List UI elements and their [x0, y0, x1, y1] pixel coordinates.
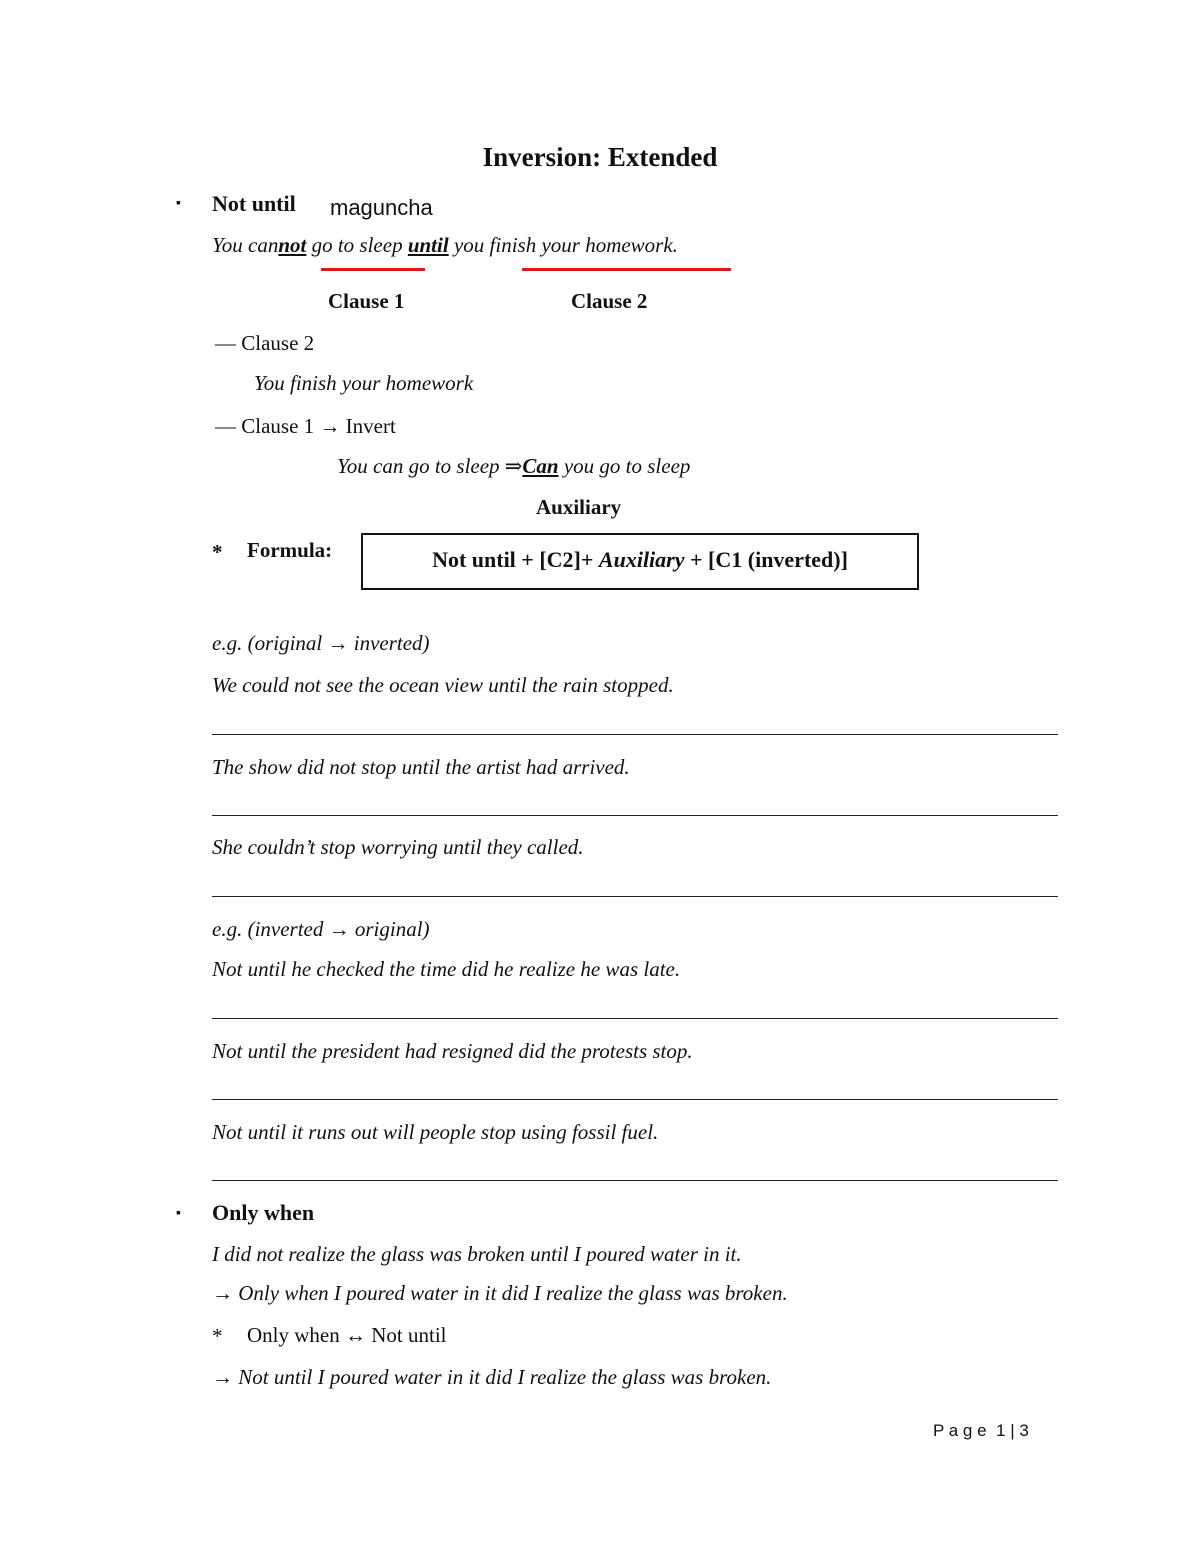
exercise-item: Not until he checked the time did he realize he was late.: [212, 957, 681, 981]
answer-line[interactable]: [212, 1180, 1058, 1181]
answer-line[interactable]: [212, 896, 1058, 897]
page-title: Inversion: Extended: [482, 142, 718, 172]
answer-line[interactable]: [212, 734, 1058, 735]
asterisk-marker: *: [212, 1324, 223, 1348]
example-part: You can: [212, 233, 279, 257]
not-until-result: → Not until I poured water in it did I realize the glass was broken.: [212, 1365, 772, 1389]
step-clause1-example: [337, 454, 690, 479]
clause2-underline: [522, 268, 731, 271]
auxiliary-can: Can: [522, 454, 559, 478]
exercise-item: She couldn’t stop worrying until they called.: [212, 835, 584, 859]
example-part: you finish your homework.: [448, 233, 678, 257]
formula-auxiliary: Auxiliary: [598, 547, 685, 572]
inversion-before: You can go to sleep ⇒: [337, 454, 523, 478]
clause2-label: Clause 2: [571, 289, 648, 313]
handwritten-note: maguncha: [330, 195, 433, 220]
answer-line[interactable]: [212, 815, 1058, 816]
answer-line[interactable]: [212, 1018, 1058, 1019]
exercise-item: Not until the president had resigned did the protests stop.: [212, 1039, 693, 1063]
formula-text: [363, 547, 917, 573]
formula-label: Formula:: [247, 538, 333, 562]
only-when-example: I did not realize the glass was broken until I poured water in it.: [212, 1242, 742, 1266]
exercise-item: The show did not stop until the artist had arrived.: [212, 755, 630, 779]
clause1-label: Clause 1: [328, 289, 405, 313]
formula-box: [361, 533, 919, 590]
auxiliary-label: Auxiliary: [536, 495, 622, 519]
answer-line[interactable]: [212, 1099, 1058, 1100]
only-when-result: → Only when I poured water in it did I realize the glass was broken.: [212, 1281, 788, 1305]
step-clause2-example: You finish your homework: [254, 371, 474, 395]
step-clause2: — Clause 2: [215, 331, 315, 355]
formula-part: + [C1 (inverted)]: [684, 547, 848, 572]
formula-part: Not until + [C2]+: [432, 547, 599, 572]
clause1-underline: [321, 268, 425, 271]
example-sentence: [212, 233, 678, 258]
page-number: P a g e 1 | 3: [933, 1421, 1029, 1440]
asterisk-marker: *: [212, 540, 223, 564]
section-heading-not-until: Not until: [212, 191, 296, 216]
exercise-item: Not until it runs out will people stop using fossil fuel.: [212, 1120, 659, 1144]
bullet-icon: ▪: [176, 196, 181, 211]
example-part: go to sleep: [306, 233, 408, 257]
example-keyword-until: until: [407, 233, 449, 257]
inversion-after: you go to sleep: [558, 454, 691, 478]
eg-original-to-inverted-header: e.g. (original → inverted): [212, 631, 430, 655]
exercise-item: We could not see the ocean view until the rain stopped.: [212, 673, 674, 697]
example-keyword-not: not: [278, 233, 307, 257]
bullet-icon: ▪: [176, 1206, 181, 1221]
eg-inverted-to-original-header: e.g. (inverted → original): [212, 917, 430, 941]
step-clause1-invert: — Clause 1 → Invert: [215, 414, 396, 438]
section-heading-only-when: Only when: [212, 1200, 315, 1225]
equivalence-note: Only when ↔ Not until: [247, 1323, 447, 1347]
